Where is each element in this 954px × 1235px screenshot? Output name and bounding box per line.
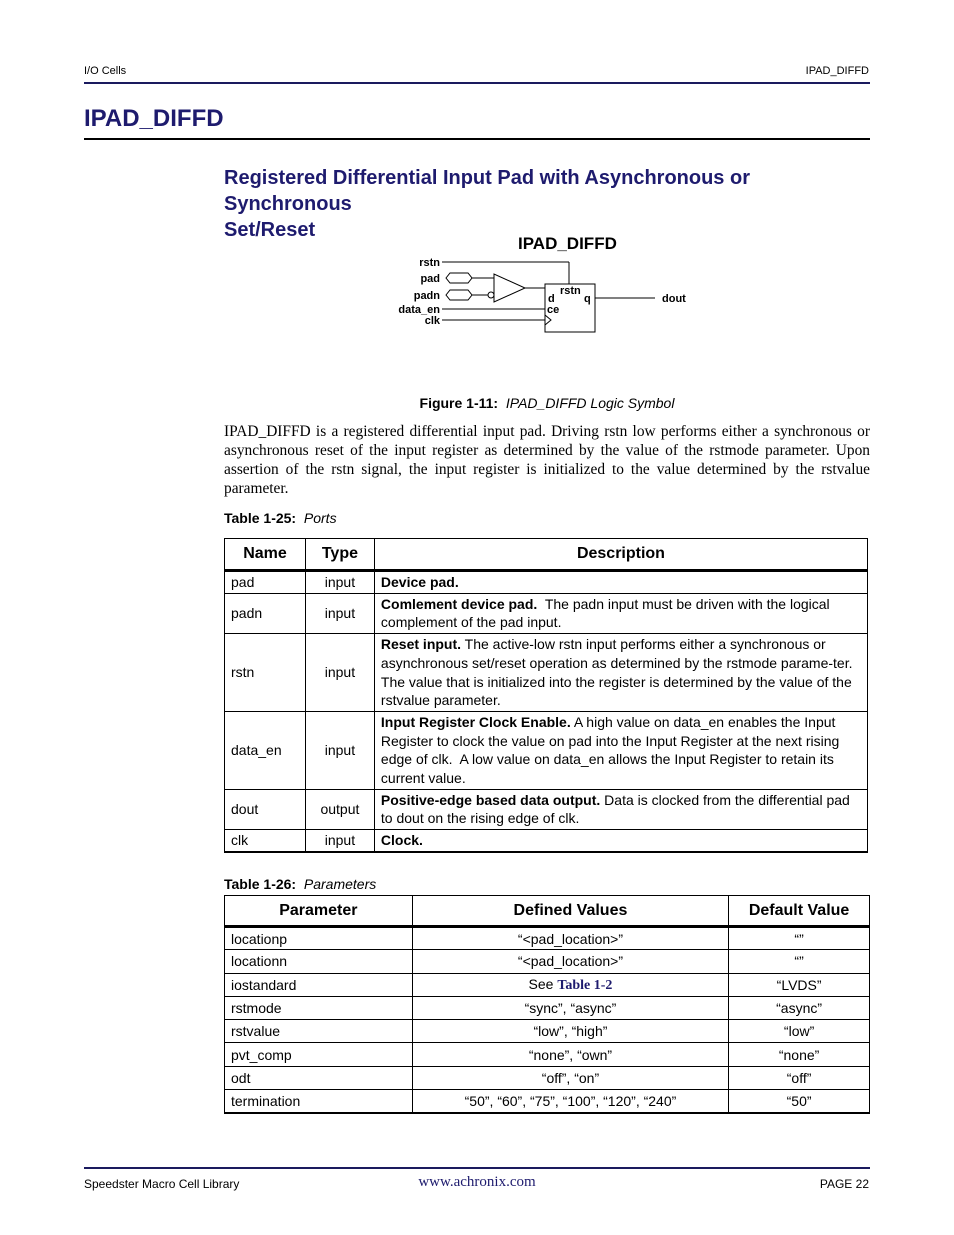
port-name: data_en bbox=[225, 711, 306, 789]
diagram-title: IPAD_DIFFD bbox=[518, 234, 617, 253]
diff-buffer-triangle bbox=[494, 274, 525, 302]
param-default: “” bbox=[729, 950, 870, 973]
section-title-line-1: Registered Differential Input Pad with Asynchronous or Synchronous bbox=[224, 167, 750, 215]
port-type: output bbox=[305, 789, 374, 829]
port-description bbox=[374, 593, 867, 633]
table-row bbox=[225, 593, 868, 633]
port-name: clk bbox=[225, 830, 306, 852]
page-title: IPAD_DIFFD bbox=[84, 105, 224, 132]
port-description-text: A high value on data_en enables the Input Register to clock the value on pad into the Input Register at the next rising edge of clk. A low value on data_en allows the Input Register to retain its current value. bbox=[380, 713, 844, 787]
title-rule bbox=[84, 138, 870, 140]
port-description-bold: Input Register Clock Enable. bbox=[380, 713, 571, 730]
ports-header-name: Name bbox=[225, 539, 306, 571]
port-name: rstn bbox=[225, 634, 306, 712]
figure-caption-label: Figure 1-11: bbox=[419, 395, 499, 411]
params-table-header bbox=[225, 896, 870, 927]
table-row bbox=[225, 973, 870, 996]
params-table bbox=[224, 895, 870, 1114]
box-label-ce: ce bbox=[547, 304, 560, 316]
port-description-bold: Comlement device pad. bbox=[380, 595, 538, 612]
param-defined bbox=[412, 973, 728, 996]
port-description bbox=[374, 634, 867, 712]
figure-caption bbox=[0, 395, 954, 411]
param-defined: “none”, “own” bbox=[412, 1043, 728, 1066]
table-row bbox=[225, 634, 868, 712]
param-name: locationp bbox=[225, 927, 413, 950]
box-label-d: d bbox=[548, 293, 555, 305]
header-rule bbox=[84, 82, 870, 84]
param-defined: “<pad_location>” bbox=[412, 927, 728, 950]
params-header-default: Default Value bbox=[729, 896, 870, 927]
param-default: “50” bbox=[729, 1090, 870, 1113]
footer-left: Speedster Macro Cell Library bbox=[84, 1177, 240, 1191]
param-default: “async” bbox=[729, 996, 870, 1019]
table-row bbox=[225, 996, 870, 1019]
ports-header-description: Description bbox=[374, 539, 867, 571]
table-row bbox=[225, 1020, 870, 1043]
param-defined-prefix: See bbox=[528, 975, 558, 992]
params-caption-text: Parameters bbox=[303, 876, 377, 892]
param-default: “” bbox=[729, 927, 870, 950]
param-name: rstmode bbox=[225, 996, 413, 1019]
params-caption-label: Table 1-26: bbox=[224, 876, 297, 892]
param-name: iostandard bbox=[225, 973, 413, 996]
port-description-text: Data is clocked from the differential pad to dout on the rising edge of clk. bbox=[380, 791, 850, 827]
ports-table bbox=[224, 538, 868, 853]
params-header-parameter: Parameter bbox=[225, 896, 413, 927]
param-name: termination bbox=[225, 1090, 413, 1113]
param-defined: “off”, “on” bbox=[412, 1066, 728, 1089]
figure-caption-text: IPAD_DIFFD Logic Symbol bbox=[505, 395, 675, 411]
port-description-text: The active-low rstn input performs either a synchronous or asynchronous set/reset operation as determined by the rstmode parame-ter. The value that is initialized into the register is determined by the value of the rstvalue parameter. bbox=[380, 636, 853, 709]
ports-table-caption bbox=[224, 510, 337, 526]
table-row bbox=[225, 1066, 870, 1089]
port-name: padn bbox=[225, 593, 306, 633]
param-default: “low” bbox=[729, 1020, 870, 1043]
pin-label-data-en: data_en bbox=[398, 304, 440, 316]
param-defined: “low”, “high” bbox=[412, 1020, 728, 1043]
ports-table-header bbox=[225, 539, 868, 571]
port-type: input bbox=[305, 571, 374, 594]
port-name: dout bbox=[225, 789, 306, 829]
padn-inversion-bubble bbox=[488, 292, 494, 298]
table-1-2-link[interactable]: Table 1-2 bbox=[557, 977, 613, 993]
param-default: “off” bbox=[729, 1066, 870, 1089]
param-name: rstvalue bbox=[225, 1020, 413, 1043]
footer-page-number: PAGE 22 bbox=[819, 1177, 869, 1191]
padn-pin-shape bbox=[446, 290, 472, 300]
ports-caption-text: Ports bbox=[303, 510, 337, 526]
box-label-q: q bbox=[584, 293, 591, 305]
port-description-bold: Clock. bbox=[380, 832, 423, 849]
running-header-right: IPAD_DIFFD bbox=[805, 65, 869, 77]
port-type: input bbox=[305, 830, 374, 852]
pin-label-pad: pad bbox=[420, 273, 440, 285]
pin-label-rstn: rstn bbox=[419, 257, 440, 269]
port-description bbox=[374, 830, 867, 852]
param-defined: “50”, “60”, “75”, “100”, “120”, “240” bbox=[412, 1090, 728, 1113]
param-name: locationn bbox=[225, 950, 413, 973]
pin-label-dout: dout bbox=[662, 293, 686, 305]
port-type: input bbox=[305, 593, 374, 633]
param-default: “none” bbox=[729, 1043, 870, 1066]
param-default: “LVDS” bbox=[729, 973, 870, 996]
params-header-defined: Defined Values bbox=[412, 896, 728, 927]
port-type: input bbox=[305, 634, 374, 712]
table-row bbox=[225, 1043, 870, 1066]
port-description bbox=[374, 711, 867, 789]
port-name: pad bbox=[225, 571, 306, 594]
ports-caption-label: Table 1-25: bbox=[224, 510, 297, 526]
logic-symbol-diagram bbox=[380, 228, 720, 340]
table-row bbox=[225, 1090, 870, 1113]
param-defined: “sync”, “async” bbox=[412, 996, 728, 1019]
footer-rule bbox=[84, 1167, 870, 1169]
params-table-caption bbox=[224, 876, 376, 892]
param-defined: “<pad_location>” bbox=[412, 950, 728, 973]
table-row bbox=[225, 789, 868, 829]
box-label-rstn: rstn bbox=[560, 285, 581, 297]
table-row bbox=[225, 927, 870, 950]
table-row bbox=[225, 571, 868, 594]
port-description-bold: Positive-edge based data output. bbox=[380, 791, 601, 808]
port-description-bold: Reset input. bbox=[380, 636, 462, 653]
param-name: odt bbox=[225, 1066, 413, 1089]
pad-pin-shape bbox=[446, 273, 472, 283]
table-row bbox=[225, 950, 870, 973]
port-description bbox=[374, 789, 867, 829]
port-description-text: The padn input must be driven with the logical complement of the pad input. bbox=[380, 595, 834, 631]
pin-label-clk: clk bbox=[424, 315, 440, 327]
pin-label-padn: padn bbox=[413, 290, 440, 302]
param-name: pvt_comp bbox=[225, 1043, 413, 1066]
port-description-bold: Device pad. bbox=[380, 574, 459, 590]
port-type: input bbox=[305, 711, 374, 789]
table-row bbox=[225, 711, 868, 789]
running-header-left: I/O Cells bbox=[84, 65, 127, 77]
section-title-line-2: Set/Reset bbox=[224, 219, 316, 241]
table-row bbox=[225, 830, 868, 852]
ports-header-type: Type bbox=[305, 539, 374, 571]
footer-url-link[interactable]: www.achronix.com bbox=[418, 1174, 536, 1190]
port-description bbox=[374, 571, 867, 594]
description-paragraph: IPAD_DIFFD is a registered differential input pad. Driving rstn low performs either a synchronous or asynchronous reset of the input register as determined by the value of the rstmode parameter. Upon assertion of the rstn signal, the input register is initialized to the value determined by the rstvalue parameter. bbox=[224, 423, 870, 497]
